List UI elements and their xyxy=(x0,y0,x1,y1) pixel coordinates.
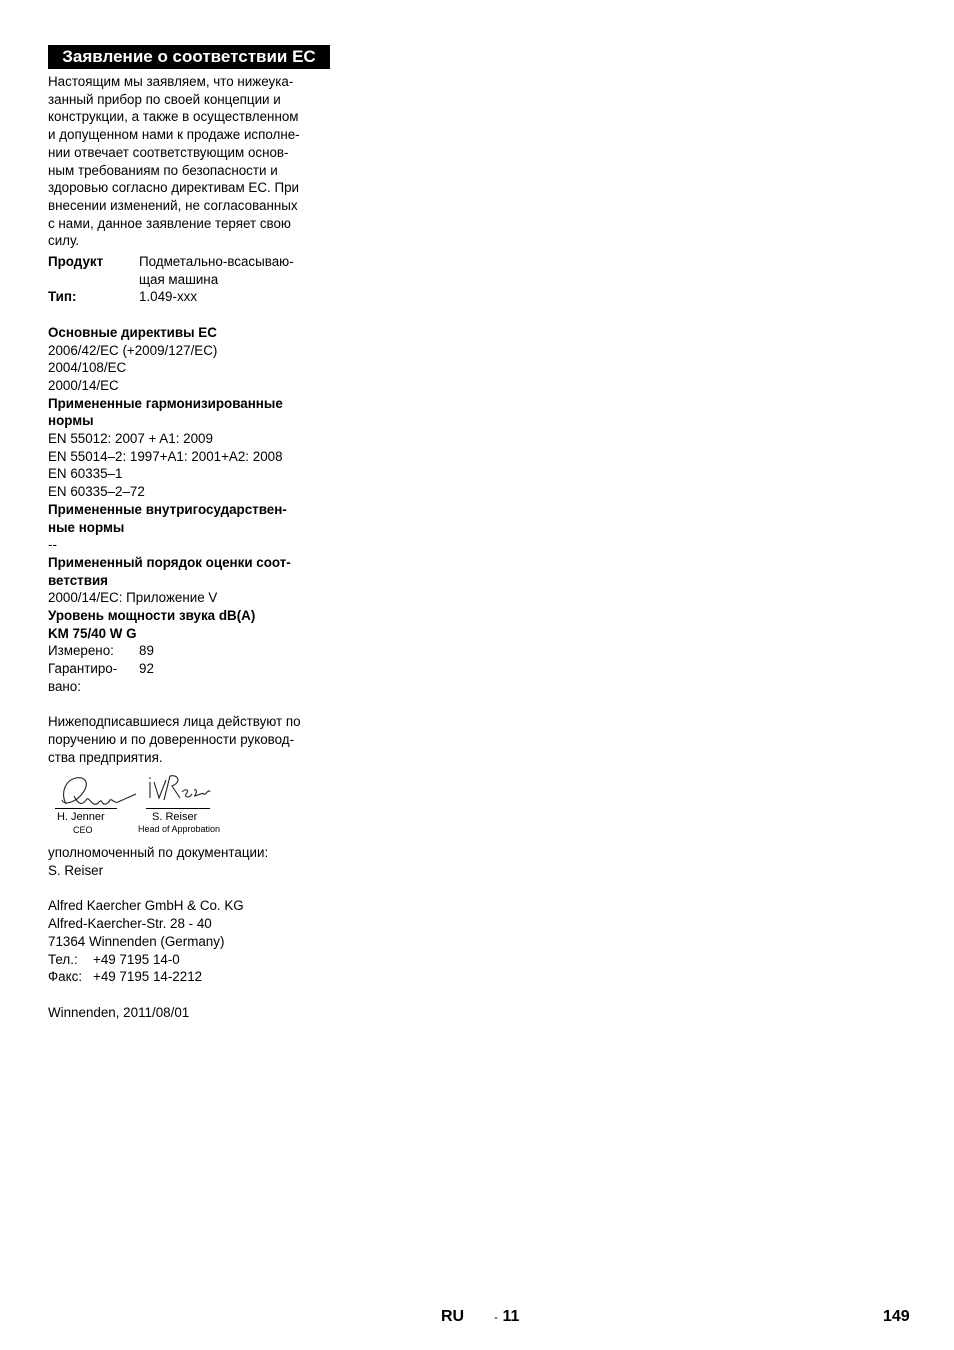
fax-value: +49 7195 14-2212 xyxy=(93,969,203,985)
harmonized-heading: Примененные гармонизированные xyxy=(48,395,283,411)
documentation-block xyxy=(48,844,330,879)
directive-item: 2004/108/EC xyxy=(48,360,127,376)
directives-section xyxy=(48,324,330,395)
sound-model: KM 75/40 W G xyxy=(48,625,137,641)
standard-item: EN 55012: 2007 + A1: 2009 xyxy=(48,431,213,447)
footer-page-number: 149 xyxy=(883,1308,910,1325)
type-label: Тип: xyxy=(48,289,77,305)
intro-line: с нами, данное заявление теряет свою xyxy=(48,215,291,231)
directive-item: 2006/42/EC (+2009/127/EC) xyxy=(48,342,218,358)
phone-value: +49 7195 14-0 xyxy=(93,951,180,967)
footer-dash: - xyxy=(494,1310,498,1324)
footer-section-page xyxy=(494,1307,519,1327)
conformity-heading: ветствия xyxy=(48,572,108,588)
signer-name: S. Reiser xyxy=(152,811,198,824)
fax-row xyxy=(48,968,330,986)
directive-item: 2000/14/EC xyxy=(48,377,119,393)
guaranteed-value: 92 xyxy=(139,661,154,677)
type-row xyxy=(48,288,330,306)
national-heading: ные нормы xyxy=(48,519,125,535)
intro-line: нии отвечает соответствующим основ- xyxy=(48,144,289,160)
signer-name: H. Jenner xyxy=(57,811,105,824)
company-street: Alfred-Kaercher-Str. 28 - 40 xyxy=(48,916,212,932)
conformity-heading: Примененный порядок оценки соот- xyxy=(48,554,291,570)
intro-line: занный прибор по своей концепции и xyxy=(48,91,281,107)
product-value-line: щая машина xyxy=(139,271,219,287)
measured-label: Измерено: xyxy=(48,643,114,659)
documentation-line: уполномоченный по документации: xyxy=(48,845,269,861)
standard-item: EN 60335–2–72 xyxy=(48,484,145,500)
intro-line: внесении изменений, не согласованных xyxy=(48,197,298,213)
intro-line: силу. xyxy=(48,233,80,249)
signatories-line: ства предприятия. xyxy=(48,749,163,765)
guaranteed-row xyxy=(48,660,330,695)
signature-block xyxy=(48,774,330,844)
product-label: Продукт xyxy=(48,254,104,270)
company-name: Alfred Kaercher GmbH & Co. KG xyxy=(48,898,244,914)
content-column xyxy=(48,45,330,1021)
national-heading: Примененные внутригосударствен- xyxy=(48,501,287,517)
signatories-paragraph xyxy=(48,713,330,766)
intro-line: Настоящим мы заявляем, что нижеука- xyxy=(48,74,294,89)
documentation-line: S. Reiser xyxy=(48,863,104,879)
guaranteed-label-line: вано: xyxy=(48,678,81,694)
type-value: 1.049-xxx xyxy=(139,289,198,305)
guaranteed-label xyxy=(48,660,139,695)
standard-item: EN 60335–1 xyxy=(48,466,123,482)
conformity-value: 2000/14/EC: Приложение V xyxy=(48,590,218,606)
phone-label: Тел.: xyxy=(48,951,78,967)
signer-role: CEO xyxy=(73,825,93,836)
intro-line: и допущенном нами к продаже исполне- xyxy=(48,127,300,143)
conformity-section xyxy=(48,554,330,607)
intro-line: здоровью согласно директивам ЕС. При xyxy=(48,180,299,196)
product-value xyxy=(139,253,330,288)
measured-row xyxy=(48,642,330,660)
signer-role: Head of Approbation xyxy=(138,824,221,835)
place-date: Winnenden, 2011/08/01 xyxy=(48,1004,190,1020)
footer-language: RU xyxy=(441,1308,465,1325)
harmonized-section xyxy=(48,395,330,501)
directives-heading: Основные директивы ЕС xyxy=(48,324,217,340)
fax-label: Факс: xyxy=(48,969,83,985)
product-row xyxy=(48,253,330,288)
intro-line: ным требованиям по безопасности и xyxy=(48,162,278,178)
signature-reiser xyxy=(146,774,212,804)
harmonized-heading: нормы xyxy=(48,413,94,429)
signatories-line: поручению и по доверенности руковод- xyxy=(48,731,295,747)
intro-line: конструкции, а также в осуществленном xyxy=(48,109,299,125)
sound-heading: Уровень мощности звука dB(A) xyxy=(48,608,256,624)
measured-value: 89 xyxy=(139,643,154,659)
product-value-line: Подметально-всасываю- xyxy=(139,254,294,270)
sound-section xyxy=(48,607,330,696)
company-city: 71364 Winnenden (Germany) xyxy=(48,933,225,949)
national-value: -- xyxy=(48,537,57,553)
signature-line xyxy=(55,808,117,809)
guaranteed-label-line: Гарантиро- xyxy=(48,661,118,677)
intro-paragraph xyxy=(48,73,330,250)
footer-section-number: 11 xyxy=(502,1308,520,1325)
phone-row xyxy=(48,951,330,969)
company-address xyxy=(48,897,330,986)
page-title: Заявление о соответствии ЕС xyxy=(48,45,330,69)
signature-line xyxy=(146,808,210,809)
signatories-line: Нижеподписавшиеся лица действуют по xyxy=(48,714,301,730)
national-section xyxy=(48,501,330,554)
standard-item: EN 55014–2: 1997+A1: 2001+A2: 2008 xyxy=(48,448,283,464)
